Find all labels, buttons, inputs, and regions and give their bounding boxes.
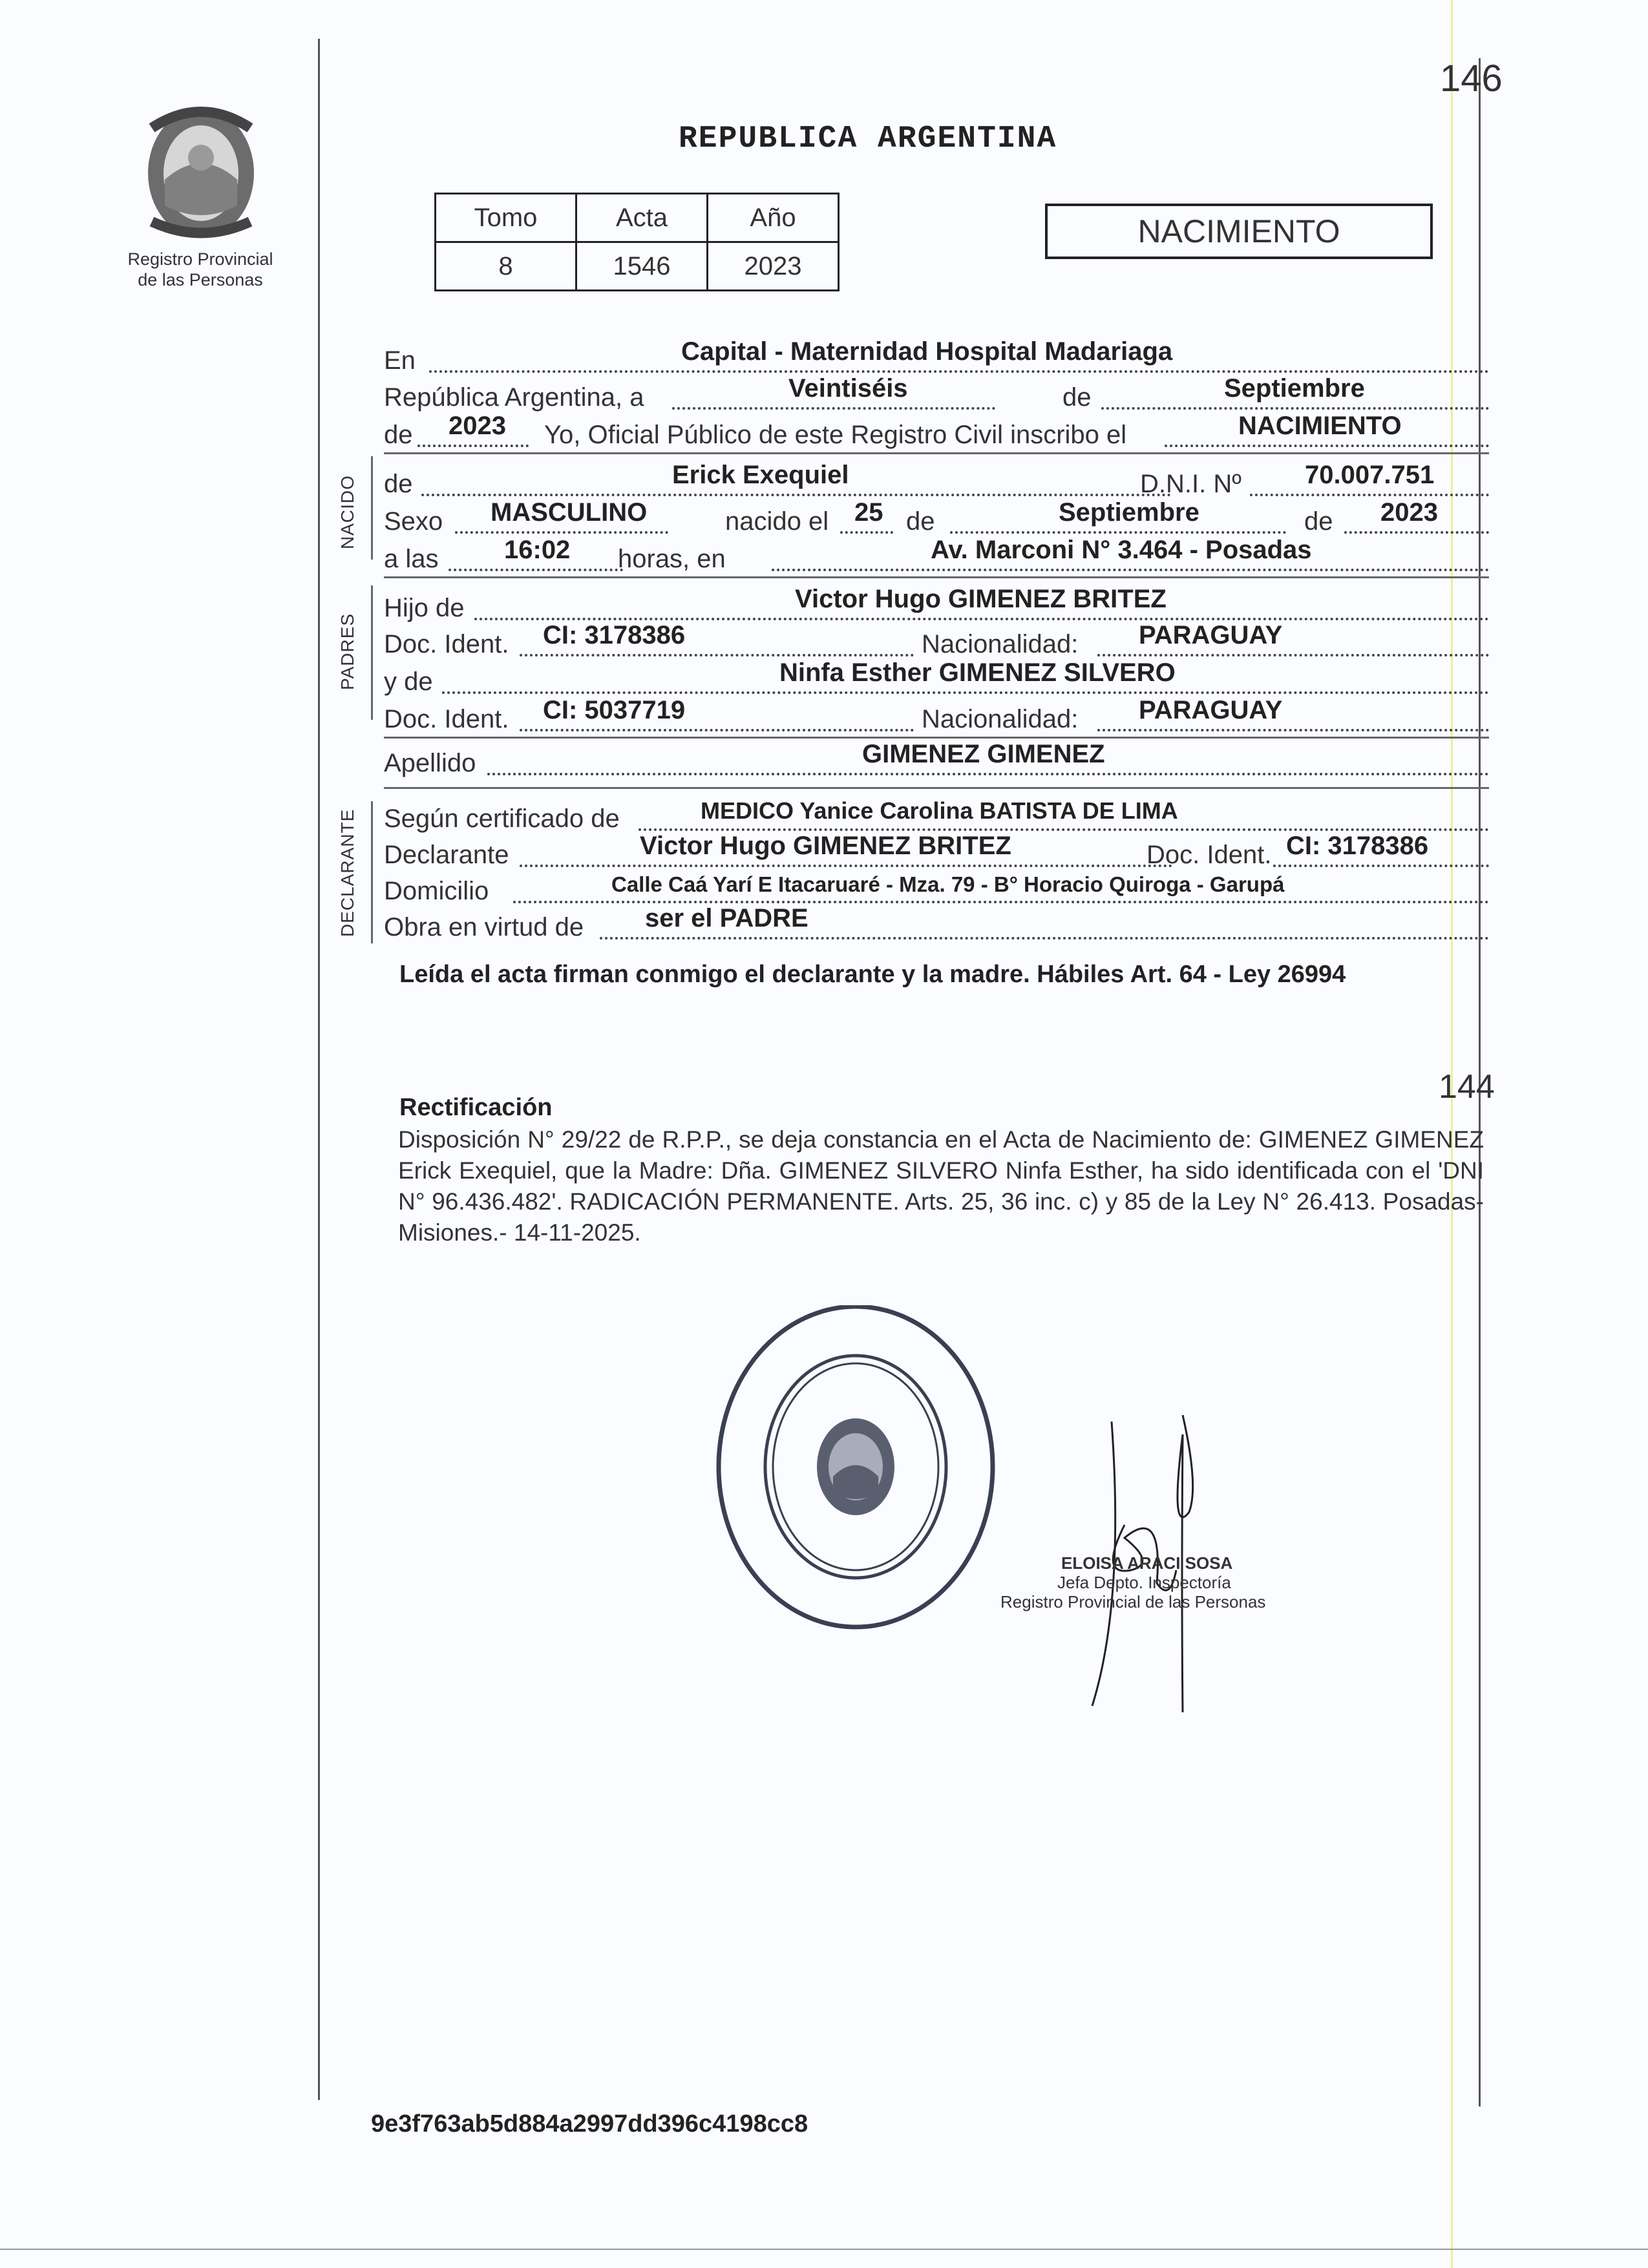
value-day-words: Veintiséis	[788, 374, 908, 403]
value-birth-year: 2023	[1380, 498, 1438, 527]
value-sexo: MASCULINO	[491, 498, 648, 527]
value-time: 16:02	[504, 536, 571, 564]
row-apellido	[384, 740, 1489, 779]
label-y-de: y de	[384, 667, 433, 696]
value-father-doc: CI: 3178386	[543, 621, 686, 649]
dots	[1165, 445, 1489, 447]
label-doc-ident: Doc. Ident.	[384, 630, 509, 658]
bottom-edge-line	[0, 2249, 1648, 2250]
dots	[474, 618, 1489, 620]
signer-role: Jefa Depto. Inspectoría	[1057, 1573, 1231, 1592]
declarante-bracket	[371, 801, 373, 943]
value-acta: 1546	[576, 242, 708, 291]
row-certificado	[384, 799, 1489, 835]
row-nacido-name	[384, 461, 1489, 500]
label-hijo-de: Hijo de	[384, 594, 465, 622]
dots	[772, 569, 1489, 571]
separator	[384, 576, 1489, 578]
dots	[1344, 531, 1489, 534]
rectificacion-title: Rectificación	[399, 1094, 553, 1121]
value-obra: ser el PADRE	[645, 904, 808, 932]
label-horas: horas, en	[618, 545, 726, 573]
label-certificado: Según certificado de	[384, 804, 620, 833]
label-nacionalidad: Nacionalidad:	[922, 705, 1079, 733]
label-en: En	[384, 346, 416, 375]
dots	[520, 729, 914, 731]
row-en	[384, 337, 1489, 377]
label-statement: Yo, Oficial Público de este Registro Civil inscribo el	[544, 421, 1127, 449]
label-apellido: Apellido	[384, 749, 476, 777]
header-tomo: Tomo	[436, 194, 576, 242]
label-nacido-el: nacido el	[725, 507, 829, 536]
row-obra	[384, 904, 1489, 943]
value-declarante: Victor Hugo GIMENEZ BRITEZ	[640, 832, 1011, 860]
document-title: REPUBLICA ARGENTINA	[679, 121, 1057, 156]
label-dni: D.N.I. Nº	[1140, 470, 1241, 498]
header-acta: Acta	[576, 194, 708, 242]
dots	[1097, 729, 1489, 731]
value-birth-day: 25	[854, 498, 883, 527]
value-tomo: 8	[436, 242, 576, 291]
left-margin-line	[318, 39, 320, 2100]
logo-caption-line1: Registro Provincial	[127, 249, 273, 269]
province-seal-icon	[139, 102, 263, 244]
page-number-top: 146	[1440, 58, 1503, 100]
separator	[384, 452, 1489, 454]
rectificacion-text: Disposición N° 29/22 de R.P.P., se deja constancia en el Acta de Nacimiento de: GIMENEZ GIMENEZ Erick Exequiel, que la Madre: Dña. GIMENEZ SILVERO Ninfa Esther, ha sido identificada con el 'DNI N° 96.436.482'. RADICACIÓN PERMANENTE. Arts. 25, 36 inc. c) y 85 de la Ley N° 26.413. Posadas- Misiones.- 14-11-2025.	[398, 1126, 1484, 1246]
value-certificado: MEDICO Yanice Carolina BATISTA DE LIMA	[701, 797, 1178, 824]
value-month: Septiembre	[1224, 374, 1365, 403]
label-obra: Obra en virtud de	[384, 913, 584, 941]
logo-caption-line2: de las Personas	[138, 270, 263, 289]
label-de-year2: de	[1304, 507, 1333, 536]
value-father: Victor Hugo GIMENEZ BRITEZ	[795, 585, 1167, 613]
dots	[421, 494, 1171, 496]
value-father-nat: PARAGUAY	[1139, 621, 1283, 649]
dots	[455, 531, 668, 534]
signer-name: ELOISA ARACI SOSA	[1061, 1553, 1233, 1573]
value-place: Capital - Maternidad Hospital Madariaga	[681, 337, 1173, 366]
value-domicilio: Calle Caá Yarí E Itacaruaré - Mza. 79 - B° Horacio Quiroga - Garupá	[611, 872, 1285, 896]
closing-statement: Leída el acta firman conmigo el declarante y la madre. Hábiles Art. 64 - Ley 26994	[399, 961, 1346, 988]
row-year	[384, 412, 1489, 451]
row-father-doc	[384, 621, 1489, 660]
dots	[449, 569, 623, 571]
declarante-side-label: DECLARANTE	[337, 808, 357, 937]
row-hijo-de	[384, 585, 1489, 624]
label-domicilio: Domicilio	[384, 877, 489, 905]
row-nacido-time	[384, 536, 1489, 575]
row-declarante	[384, 832, 1489, 871]
dots	[840, 531, 893, 534]
value-mother-nat: PARAGUAY	[1139, 696, 1283, 724]
dots	[950, 531, 1286, 534]
dots	[442, 691, 1489, 694]
logo-caption	[103, 249, 297, 290]
nacido-side-label: NACIDO	[337, 475, 357, 549]
page-number-mid: 144	[1439, 1068, 1495, 1106]
padres-side-label: PADRES	[337, 613, 357, 690]
header-anio: Año	[708, 194, 839, 242]
padres-bracket	[371, 585, 373, 720]
dots	[429, 370, 1489, 373]
dots	[1273, 865, 1489, 867]
dots	[520, 654, 914, 656]
value-birth-month: Septiembre	[1059, 498, 1199, 527]
separator	[384, 737, 1489, 739]
province-logo	[139, 102, 263, 244]
label-de: de	[1062, 383, 1092, 412]
dots	[417, 445, 529, 447]
signature-block	[1000, 1553, 1336, 1612]
nacido-bracket	[371, 456, 373, 560]
label-doc-ident: Doc. Ident.	[384, 705, 509, 733]
document-hash: 9e3f763ab5d884a2997dd396c4198cc8	[371, 2110, 808, 2137]
dots	[600, 937, 1489, 940]
value-year: 2023	[449, 412, 506, 440]
value-mother: Ninfa Esther GIMENEZ SILVERO	[779, 658, 1176, 687]
label-alas: a las	[384, 545, 439, 573]
label-republica: República Argentina, a	[384, 383, 644, 412]
official-stamp	[713, 1305, 998, 1641]
row-y-de	[384, 658, 1489, 698]
label-nacionalidad: Nacionalidad:	[922, 630, 1079, 658]
value-apellido: GIMENEZ GIMENEZ	[862, 740, 1105, 768]
row-nacido-sex	[384, 498, 1489, 538]
stamp-seal-icon	[713, 1305, 998, 1641]
dots	[672, 407, 995, 410]
value-event: NACIMIENTO	[1238, 412, 1402, 440]
dots	[513, 901, 1489, 903]
label-de-month: de	[906, 507, 935, 536]
label-sexo: Sexo	[384, 507, 443, 536]
row-date	[384, 374, 1489, 414]
label-doc-ident-decl: Doc. Ident.	[1146, 841, 1272, 869]
value-dni: 70.007.751	[1305, 461, 1435, 489]
record-table	[434, 193, 840, 291]
row-domicilio	[384, 871, 1489, 907]
dots	[639, 828, 1489, 831]
label-de-name: de	[384, 470, 413, 498]
value-mother-doc: CI: 5037719	[543, 696, 686, 724]
dots	[1101, 407, 1489, 410]
row-mother-doc	[384, 696, 1489, 735]
label-de-year: de	[384, 421, 413, 449]
dots	[520, 865, 1172, 867]
separator	[384, 787, 1489, 789]
value-child-name: Erick Exequiel	[672, 461, 849, 489]
record-type-box: NACIMIENTO	[1045, 204, 1433, 259]
value-declarante-doc: CI: 3178386	[1286, 832, 1429, 860]
dots	[487, 773, 1489, 775]
dots	[1097, 654, 1489, 656]
signer-org: Registro Provincial de las Personas	[1000, 1592, 1266, 1612]
value-anio: 2023	[708, 242, 839, 291]
dots	[1250, 494, 1489, 496]
value-birth-place: Av. Marconi N° 3.464 - Posadas	[931, 536, 1312, 564]
label-declarante: Declarante	[384, 841, 509, 869]
